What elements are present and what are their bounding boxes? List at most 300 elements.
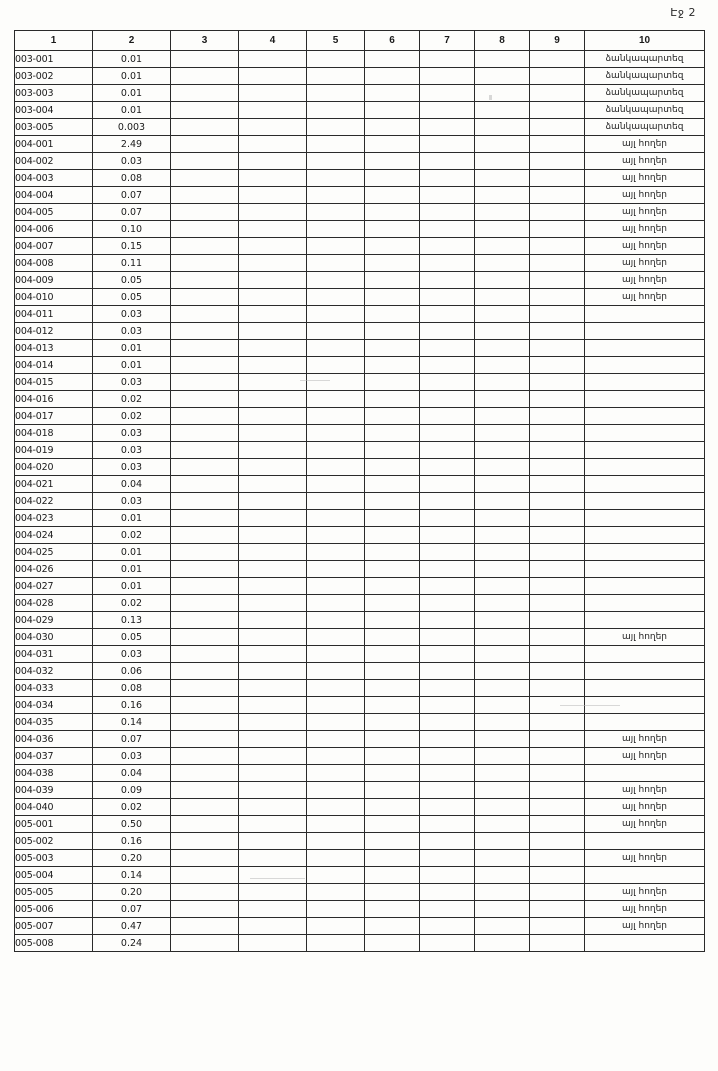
cell-area-value: 0.07	[93, 187, 171, 204]
cell-empty-col-5	[307, 833, 365, 850]
cell-empty-col-4	[239, 816, 307, 833]
cell-empty-col-7	[420, 748, 475, 765]
cell-empty-col-8	[475, 510, 530, 527]
table-body	[15, 51, 705, 952]
cell-empty-col-9	[530, 187, 585, 204]
cell-empty-col-7	[420, 357, 475, 374]
cell-parcel-code: 003-001	[15, 51, 93, 68]
cell-area-value: 0.01	[93, 340, 171, 357]
cell-area-value: 0.03	[93, 459, 171, 476]
cell-empty-col-8	[475, 476, 530, 493]
cell-empty-col-6	[365, 221, 420, 238]
cell-empty-col-9	[530, 884, 585, 901]
cell-empty-col-9	[530, 408, 585, 425]
table-row	[15, 153, 705, 170]
cell-empty-col-8	[475, 612, 530, 629]
cell-empty-col-6	[365, 850, 420, 867]
table-row	[15, 323, 705, 340]
table-row	[15, 255, 705, 272]
cell-empty-col-8	[475, 238, 530, 255]
cell-empty-col-6	[365, 816, 420, 833]
cell-empty-col-3	[171, 136, 239, 153]
cell-empty-col-7	[420, 323, 475, 340]
cell-empty-col-6	[365, 833, 420, 850]
cell-parcel-code: 004-002	[15, 153, 93, 170]
cell-parcel-code: 004-016	[15, 391, 93, 408]
cell-empty-col-9	[530, 867, 585, 884]
cell-empty-col-9	[530, 918, 585, 935]
cell-empty-col-7	[420, 646, 475, 663]
cell-empty-col-9	[530, 238, 585, 255]
cell-empty-col-5	[307, 357, 365, 374]
cell-empty-col-8	[475, 255, 530, 272]
cell-empty-col-7	[420, 85, 475, 102]
cell-empty-col-9	[530, 833, 585, 850]
cell-empty-col-7	[420, 527, 475, 544]
cell-parcel-code: 004-036	[15, 731, 93, 748]
cell-empty-col-3	[171, 51, 239, 68]
cell-land-type	[585, 680, 705, 697]
cell-empty-col-7	[420, 612, 475, 629]
cell-empty-col-9	[530, 204, 585, 221]
cell-empty-col-7	[420, 425, 475, 442]
cell-area-value: 0.03	[93, 323, 171, 340]
cell-parcel-code: 004-031	[15, 646, 93, 663]
cell-empty-col-8	[475, 884, 530, 901]
table-row	[15, 544, 705, 561]
table-header-row	[15, 31, 705, 51]
cell-area-value: 0.03	[93, 442, 171, 459]
table-row	[15, 527, 705, 544]
cell-empty-col-9	[530, 119, 585, 136]
cell-area-value: 0.03	[93, 153, 171, 170]
cell-empty-col-3	[171, 68, 239, 85]
cell-parcel-code: 004-028	[15, 595, 93, 612]
cell-empty-col-4	[239, 646, 307, 663]
cell-empty-col-7	[420, 136, 475, 153]
cell-parcel-code: 004-003	[15, 170, 93, 187]
cell-area-value: 0.01	[93, 68, 171, 85]
cell-empty-col-5	[307, 136, 365, 153]
cell-empty-col-7	[420, 595, 475, 612]
cell-empty-col-9	[530, 272, 585, 289]
cell-land-type	[585, 391, 705, 408]
table-row	[15, 799, 705, 816]
cell-empty-col-3	[171, 561, 239, 578]
cell-land-type: այլ հողեր	[585, 204, 705, 221]
cell-empty-col-3	[171, 782, 239, 799]
cell-area-value: 0.07	[93, 731, 171, 748]
cell-area-value: 0.03	[93, 306, 171, 323]
cell-empty-col-5	[307, 595, 365, 612]
cell-empty-col-3	[171, 357, 239, 374]
cell-empty-col-7	[420, 408, 475, 425]
cell-land-type	[585, 323, 705, 340]
table-row	[15, 476, 705, 493]
cell-empty-col-4	[239, 425, 307, 442]
table-row	[15, 884, 705, 901]
cell-empty-col-9	[530, 391, 585, 408]
cell-area-value: 0.01	[93, 51, 171, 68]
cell-land-type: այլ հողեր	[585, 170, 705, 187]
cell-area-value: 0.05	[93, 289, 171, 306]
cell-empty-col-7	[420, 918, 475, 935]
cell-empty-col-9	[530, 901, 585, 918]
cell-empty-col-4	[239, 544, 307, 561]
cell-empty-col-6	[365, 255, 420, 272]
cell-empty-col-8	[475, 374, 530, 391]
cell-empty-col-5	[307, 255, 365, 272]
table-row	[15, 697, 705, 714]
cell-land-type: ձանկապարտեզ	[585, 68, 705, 85]
cell-empty-col-6	[365, 459, 420, 476]
cell-land-type: այլ հողեր	[585, 816, 705, 833]
table-row	[15, 102, 705, 119]
cell-empty-col-5	[307, 612, 365, 629]
cell-empty-col-9	[530, 527, 585, 544]
cell-parcel-code: 004-032	[15, 663, 93, 680]
cell-empty-col-6	[365, 68, 420, 85]
cell-empty-col-5	[307, 918, 365, 935]
cell-empty-col-5	[307, 901, 365, 918]
cell-empty-col-5	[307, 714, 365, 731]
cell-empty-col-6	[365, 306, 420, 323]
cell-empty-col-4	[239, 612, 307, 629]
cell-area-value: 0.09	[93, 782, 171, 799]
column-header-4: 4	[239, 31, 307, 51]
cell-empty-col-6	[365, 289, 420, 306]
cell-empty-col-7	[420, 561, 475, 578]
table-row	[15, 119, 705, 136]
cell-empty-col-3	[171, 816, 239, 833]
cell-parcel-code: 004-020	[15, 459, 93, 476]
cell-area-value: 0.01	[93, 357, 171, 374]
cell-empty-col-5	[307, 340, 365, 357]
cell-empty-col-5	[307, 425, 365, 442]
cell-empty-col-3	[171, 612, 239, 629]
cell-empty-col-4	[239, 323, 307, 340]
cell-empty-col-3	[171, 153, 239, 170]
cell-empty-col-4	[239, 68, 307, 85]
cell-empty-col-6	[365, 578, 420, 595]
cell-empty-col-5	[307, 408, 365, 425]
table-row	[15, 85, 705, 102]
cell-empty-col-9	[530, 816, 585, 833]
cell-empty-col-8	[475, 408, 530, 425]
cell-area-value: 0.47	[93, 918, 171, 935]
cell-empty-col-8	[475, 136, 530, 153]
cell-parcel-code: 004-037	[15, 748, 93, 765]
cell-area-value: 0.07	[93, 204, 171, 221]
cell-empty-col-6	[365, 153, 420, 170]
column-header-8: 8	[475, 31, 530, 51]
cell-empty-col-8	[475, 272, 530, 289]
cell-empty-col-8	[475, 51, 530, 68]
cell-empty-col-6	[365, 357, 420, 374]
cell-empty-col-7	[420, 935, 475, 952]
cell-empty-col-9	[530, 850, 585, 867]
cell-empty-col-7	[420, 459, 475, 476]
cell-empty-col-9	[530, 714, 585, 731]
cell-empty-col-5	[307, 170, 365, 187]
cell-empty-col-6	[365, 493, 420, 510]
cell-empty-col-6	[365, 765, 420, 782]
cell-empty-col-3	[171, 714, 239, 731]
cell-land-type	[585, 340, 705, 357]
cell-empty-col-4	[239, 221, 307, 238]
cell-empty-col-3	[171, 748, 239, 765]
cell-empty-col-9	[530, 748, 585, 765]
cell-empty-col-5	[307, 187, 365, 204]
cell-empty-col-7	[420, 187, 475, 204]
table-header	[15, 31, 705, 51]
cell-empty-col-4	[239, 391, 307, 408]
cell-empty-col-3	[171, 459, 239, 476]
cell-land-type	[585, 867, 705, 884]
cell-empty-col-5	[307, 459, 365, 476]
cell-empty-col-4	[239, 51, 307, 68]
cell-empty-col-7	[420, 493, 475, 510]
cell-land-type	[585, 408, 705, 425]
cell-empty-col-7	[420, 170, 475, 187]
cell-empty-col-4	[239, 306, 307, 323]
cell-empty-col-5	[307, 867, 365, 884]
cell-empty-col-8	[475, 748, 530, 765]
cell-empty-col-6	[365, 595, 420, 612]
cell-empty-col-8	[475, 595, 530, 612]
cell-empty-col-8	[475, 357, 530, 374]
cell-empty-col-9	[530, 51, 585, 68]
cell-land-type	[585, 493, 705, 510]
cell-area-value: 0.11	[93, 255, 171, 272]
cell-area-value: 0.50	[93, 816, 171, 833]
cell-empty-col-3	[171, 221, 239, 238]
cell-empty-col-6	[365, 102, 420, 119]
cell-empty-col-9	[530, 306, 585, 323]
cell-empty-col-8	[475, 765, 530, 782]
cell-empty-col-6	[365, 391, 420, 408]
cell-land-type	[585, 765, 705, 782]
cell-parcel-code: 004-025	[15, 544, 93, 561]
cell-empty-col-9	[530, 357, 585, 374]
cell-empty-col-7	[420, 680, 475, 697]
cell-empty-col-6	[365, 374, 420, 391]
cell-empty-col-6	[365, 884, 420, 901]
table-row	[15, 510, 705, 527]
cell-parcel-code: 004-023	[15, 510, 93, 527]
cell-area-value: 0.02	[93, 527, 171, 544]
table-row	[15, 136, 705, 153]
cell-empty-col-8	[475, 68, 530, 85]
table-row	[15, 340, 705, 357]
table-row	[15, 51, 705, 68]
cell-land-type: այլ հողեր	[585, 748, 705, 765]
cell-empty-col-5	[307, 799, 365, 816]
cell-parcel-code: 005-003	[15, 850, 93, 867]
cell-empty-col-6	[365, 935, 420, 952]
cell-empty-col-8	[475, 697, 530, 714]
cell-empty-col-9	[530, 493, 585, 510]
cell-empty-col-8	[475, 918, 530, 935]
cell-empty-col-7	[420, 663, 475, 680]
cell-empty-col-9	[530, 85, 585, 102]
cell-empty-col-5	[307, 272, 365, 289]
cell-land-type: ձանկապարտեզ	[585, 119, 705, 136]
cell-empty-col-5	[307, 561, 365, 578]
cell-empty-col-3	[171, 187, 239, 204]
cell-land-type: այլ հողեր	[585, 884, 705, 901]
cell-empty-col-8	[475, 680, 530, 697]
cell-empty-col-7	[420, 255, 475, 272]
cell-empty-col-5	[307, 816, 365, 833]
cell-empty-col-9	[530, 561, 585, 578]
cell-empty-col-3	[171, 765, 239, 782]
cell-empty-col-4	[239, 782, 307, 799]
cell-empty-col-6	[365, 442, 420, 459]
cell-empty-col-8	[475, 306, 530, 323]
cell-empty-col-7	[420, 51, 475, 68]
cell-empty-col-3	[171, 289, 239, 306]
cell-empty-col-7	[420, 204, 475, 221]
cell-empty-col-5	[307, 391, 365, 408]
cell-empty-col-6	[365, 680, 420, 697]
cell-empty-col-3	[171, 510, 239, 527]
table-row	[15, 578, 705, 595]
cell-land-type	[585, 646, 705, 663]
cell-area-value: 0.07	[93, 901, 171, 918]
cell-parcel-code: 004-008	[15, 255, 93, 272]
cell-empty-col-4	[239, 459, 307, 476]
cell-empty-col-5	[307, 153, 365, 170]
cell-empty-col-5	[307, 85, 365, 102]
cell-empty-col-4	[239, 170, 307, 187]
cell-parcel-code: 004-027	[15, 578, 93, 595]
cell-land-type: այլ հողեր	[585, 289, 705, 306]
table-row	[15, 187, 705, 204]
cell-area-value: 0.03	[93, 748, 171, 765]
cell-empty-col-4	[239, 255, 307, 272]
cell-parcel-code: 004-035	[15, 714, 93, 731]
cell-land-type	[585, 442, 705, 459]
table-row	[15, 646, 705, 663]
cell-empty-col-8	[475, 442, 530, 459]
cell-empty-col-6	[365, 119, 420, 136]
cell-empty-col-4	[239, 357, 307, 374]
cell-area-value: 0.02	[93, 595, 171, 612]
cell-parcel-code: 004-034	[15, 697, 93, 714]
cell-land-type: ձանկապարտեզ	[585, 51, 705, 68]
cell-empty-col-9	[530, 442, 585, 459]
cell-empty-col-7	[420, 442, 475, 459]
cell-land-type	[585, 935, 705, 952]
cell-empty-col-6	[365, 646, 420, 663]
cell-empty-col-4	[239, 731, 307, 748]
cell-empty-col-5	[307, 782, 365, 799]
cell-land-type: այլ հողեր	[585, 187, 705, 204]
cell-empty-col-9	[530, 680, 585, 697]
cell-empty-col-6	[365, 238, 420, 255]
cell-empty-col-4	[239, 697, 307, 714]
table-row	[15, 442, 705, 459]
cell-area-value: 0.20	[93, 850, 171, 867]
table-row	[15, 850, 705, 867]
cell-empty-col-8	[475, 850, 530, 867]
cell-area-value: 0.10	[93, 221, 171, 238]
cell-empty-col-5	[307, 697, 365, 714]
cell-land-type	[585, 595, 705, 612]
cell-parcel-code: 004-030	[15, 629, 93, 646]
cell-empty-col-7	[420, 850, 475, 867]
cell-empty-col-6	[365, 901, 420, 918]
cell-empty-col-4	[239, 476, 307, 493]
cell-empty-col-8	[475, 833, 530, 850]
cell-empty-col-5	[307, 51, 365, 68]
table-row	[15, 408, 705, 425]
cell-area-value: 0.01	[93, 85, 171, 102]
cell-parcel-code: 004-040	[15, 799, 93, 816]
cell-parcel-code: 004-024	[15, 527, 93, 544]
cell-parcel-code: 003-003	[15, 85, 93, 102]
cell-empty-col-6	[365, 544, 420, 561]
cell-empty-col-5	[307, 238, 365, 255]
cell-empty-col-7	[420, 765, 475, 782]
cell-empty-col-7	[420, 731, 475, 748]
cell-empty-col-4	[239, 187, 307, 204]
cell-empty-col-4	[239, 374, 307, 391]
cell-parcel-code: 005-007	[15, 918, 93, 935]
cell-empty-col-6	[365, 731, 420, 748]
cell-empty-col-7	[420, 867, 475, 884]
table-row	[15, 833, 705, 850]
column-header-2: 2	[93, 31, 171, 51]
cell-empty-col-7	[420, 799, 475, 816]
cell-empty-col-7	[420, 816, 475, 833]
cell-empty-col-4	[239, 884, 307, 901]
cell-land-type	[585, 578, 705, 595]
cell-empty-col-3	[171, 646, 239, 663]
cell-empty-col-4	[239, 408, 307, 425]
cell-area-value: 0.04	[93, 765, 171, 782]
cell-empty-col-9	[530, 510, 585, 527]
cell-empty-col-5	[307, 102, 365, 119]
cell-empty-col-7	[420, 238, 475, 255]
cell-land-type	[585, 459, 705, 476]
cell-empty-col-9	[530, 170, 585, 187]
table-row	[15, 714, 705, 731]
cell-land-type: այլ հողեր	[585, 272, 705, 289]
cell-empty-col-4	[239, 238, 307, 255]
cell-empty-col-7	[420, 153, 475, 170]
cell-land-type: այլ հողեր	[585, 629, 705, 646]
cell-area-value: 0.02	[93, 799, 171, 816]
cell-parcel-code: 004-033	[15, 680, 93, 697]
cell-land-type: այլ հողեր	[585, 918, 705, 935]
cell-area-value: 0.06	[93, 663, 171, 680]
cell-empty-col-9	[530, 221, 585, 238]
cell-empty-col-6	[365, 527, 420, 544]
cell-empty-col-6	[365, 663, 420, 680]
cell-area-value: 0.08	[93, 170, 171, 187]
table-row	[15, 867, 705, 884]
cell-empty-col-4	[239, 136, 307, 153]
cell-empty-col-6	[365, 918, 420, 935]
cell-parcel-code: 004-038	[15, 765, 93, 782]
cell-parcel-code: 004-009	[15, 272, 93, 289]
cell-land-type	[585, 306, 705, 323]
cell-parcel-code: 004-017	[15, 408, 93, 425]
cell-empty-col-9	[530, 578, 585, 595]
cell-parcel-code: 004-022	[15, 493, 93, 510]
